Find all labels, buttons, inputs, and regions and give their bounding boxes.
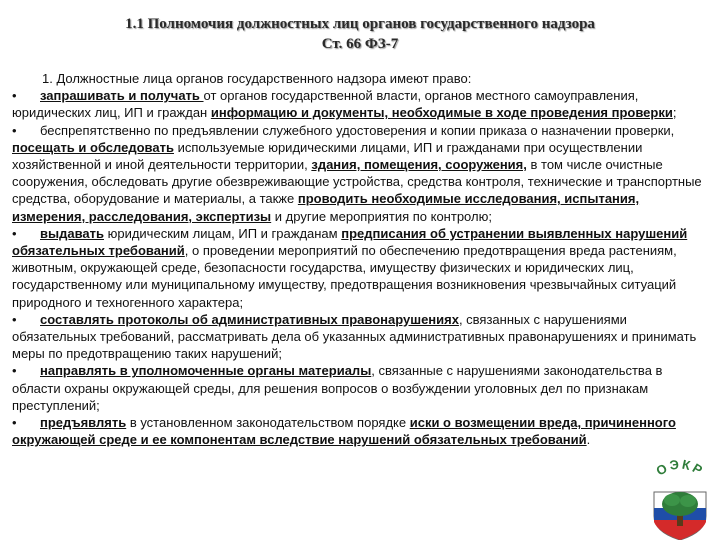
phrase-orders: предписания об устранении выявленных нарушений обязательных требований (12, 225, 688, 259)
bullet-icon: • (12, 88, 17, 104)
phrase-research: проводить необходимые исследования, испытания, измерения, расследования, экспертизы (12, 191, 640, 224)
bullet-claims (12, 414, 710, 448)
text: . (586, 432, 591, 448)
phrase-visit: посещать и обследовать (12, 139, 174, 155)
svg-text:ОЭКР (653, 458, 706, 479)
phrase-protocols: составлять протоколы об административных правонарушениях (40, 311, 459, 327)
title-line-1: 1.1 Полномочия должностных лиц органов государственного надзора (125, 16, 595, 32)
phrase-info-docs: информацию и документы, необходимые в ходе проведения проверки (210, 105, 673, 121)
text: и другие мероприятия по контролю; (271, 208, 492, 224)
title-line-2: Ст. 66 ФЗ-7 (321, 36, 399, 52)
text: в том числе очистные сооружения, обследовать другие обезвреживающие устройства, средства контроля, технические и транспортные средства, оборудование и материалы, а также (12, 157, 702, 207)
emblem-text: ОЭКР (653, 458, 707, 479)
phrase-issue: выдавать (40, 225, 104, 241)
phrase-present: предъявлять (40, 415, 127, 431)
text: ; (672, 105, 677, 121)
bullet-send-materials (12, 362, 710, 414)
text: юридическим лицам, ИП и гражданам (103, 225, 342, 241)
intro-paragraph: 1. Должностные лица органов государственного надзора имеют право: (42, 71, 472, 86)
bullet-request-info (12, 87, 710, 121)
bullet-icon: • (12, 311, 17, 327)
bullet-icon: • (12, 225, 17, 241)
text: , связанные с нарушениями законодательства в области охраны окружающей среды, для решения вопросов о возбуждении уголовных дел по признакам преступлений; (12, 363, 663, 413)
text: , связанных с нарушениями обязательных требований, рассматривать дела об указанных административных правонарушениях и принимать меры по предотвращению таких нарушений; (12, 311, 697, 362)
text: , о проведении мероприятий по обеспечению предотвращения вреда растениям, животным, окружающей среде, безопасности государства, имуществу физических и юридических лиц, государственному или муниципальному имуществу, предотвращения возникновения чрезвычайных ситуаций природного и техногенного характера; (12, 243, 677, 310)
phrase-claims: иски о возмещении вреда, причиненного окружающей среде и ее компонентам вследствие нарушений обязательных требований (12, 415, 676, 448)
bullet-visit-inspect (12, 122, 710, 225)
bullet-protocols (12, 311, 710, 363)
phrase-request: запрашивать и получать (40, 88, 204, 104)
oekr-emblem-icon (642, 458, 718, 540)
bullet-icon: • (12, 122, 17, 138)
text: беспрепятственно по предъявлении служебного удостоверения и копии приказа о назначении проверки, (40, 122, 675, 138)
page-title (0, 14, 720, 54)
bullet-icon: • (12, 363, 17, 379)
text: от органов государственной власти, органов местного самоуправления, юридических лиц, ИП и граждан (12, 88, 639, 121)
text: используемые юридическими лицами, ИП и гражданами при осуществлении хозяйственной и иной деятельности территории, (12, 139, 643, 173)
phrase-send: направлять в уполномоченные органы материалы (40, 363, 372, 379)
bullet-icon: • (12, 415, 17, 431)
document-body (12, 70, 710, 448)
bullet-issue-orders (12, 225, 710, 311)
phrase-buildings: здания, помещения, сооружения, (311, 157, 527, 173)
text: в установленном законодательством порядке (126, 415, 410, 431)
